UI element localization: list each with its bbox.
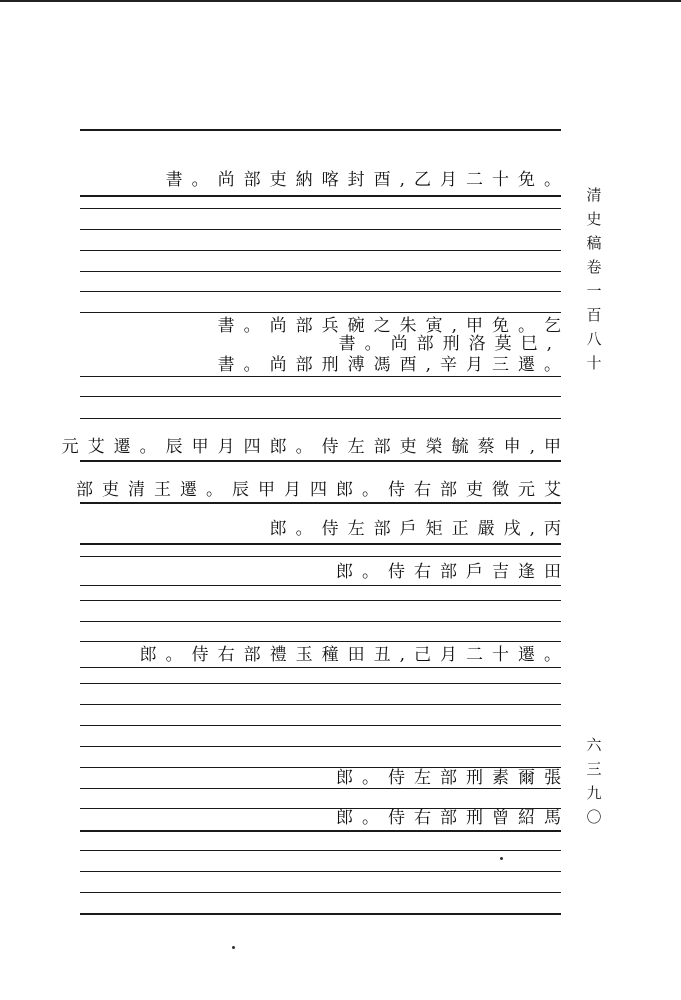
text-char: 三 <box>586 760 602 778</box>
scan-speck <box>232 946 235 949</box>
text-char: 書 <box>217 316 235 336</box>
text-char: 清 <box>128 480 145 500</box>
text-char: 溥 <box>347 355 365 375</box>
text-char: 〇 <box>586 808 602 826</box>
text-char: 吉 <box>492 562 509 582</box>
text-char: 史 <box>586 210 602 228</box>
table-row <box>270 518 561 540</box>
text-char: 。 <box>544 170 561 190</box>
text-char: 吏 <box>466 480 483 500</box>
text-char: 戌 <box>503 519 521 539</box>
text-char: 丑 <box>373 645 391 665</box>
text-char: 遷 <box>180 480 197 500</box>
table-row <box>339 333 552 355</box>
table-rule <box>80 913 561 915</box>
table-rule <box>80 229 561 230</box>
text-char: 部 <box>76 480 93 500</box>
text-char: 一 <box>586 282 602 300</box>
text-char: 碗 <box>347 316 365 336</box>
text-char: 侍 <box>388 768 405 788</box>
table-rule <box>80 556 561 557</box>
text-char: 刑 <box>321 355 339 375</box>
text-char: 喀 <box>321 170 339 190</box>
text-char: 左 <box>347 519 365 539</box>
text-char: 穜 <box>321 645 339 665</box>
text-char: 右 <box>414 562 431 582</box>
table-rule <box>80 641 561 642</box>
text-char: 辰 <box>165 437 183 457</box>
table-rule <box>80 683 561 684</box>
text-char: 月 <box>217 437 235 457</box>
text-char: 。 <box>544 355 561 375</box>
text-char: 尚 <box>217 170 235 190</box>
text-char: , <box>399 170 405 190</box>
table-rule <box>80 291 561 292</box>
text-char: 巳 <box>520 334 538 354</box>
text-char: 百 <box>586 306 602 324</box>
table-rule <box>80 271 561 272</box>
table-rule <box>80 600 561 601</box>
text-char: 二 <box>466 170 483 190</box>
text-char: 戶 <box>466 562 483 582</box>
text-char: , <box>399 645 405 665</box>
text-char: 部 <box>243 170 261 190</box>
table-rule <box>80 250 561 251</box>
text-char: 月 <box>284 480 301 500</box>
table-rule <box>80 746 561 747</box>
text-char: 辰 <box>232 480 249 500</box>
table-rule <box>80 830 561 832</box>
text-char: 封 <box>347 170 365 190</box>
text-char: 寅 <box>425 316 443 336</box>
text-char: 郎 <box>336 480 353 500</box>
text-char: 書 <box>217 355 235 375</box>
text-char: 吏 <box>269 170 287 190</box>
text-char: 元 <box>61 437 79 457</box>
text-char: , <box>546 334 552 354</box>
text-char: 侍 <box>388 480 405 500</box>
text-char: 。 <box>518 316 535 336</box>
scan-speck <box>500 857 503 860</box>
text-char: 十 <box>492 645 509 665</box>
text-char: 乞 <box>544 316 561 336</box>
text-char: 朱 <box>399 316 417 336</box>
table-rule <box>80 892 561 893</box>
text-char: 逢 <box>518 562 535 582</box>
table-rule <box>80 871 561 872</box>
table-rule <box>80 208 561 209</box>
text-char: 六 <box>586 736 602 754</box>
text-char: 莫 <box>494 334 512 354</box>
text-char: 毓 <box>451 437 469 457</box>
text-char: 王 <box>154 480 171 500</box>
text-char: 。 <box>362 808 379 828</box>
text-char: 甲 <box>544 437 561 457</box>
text-char: 禮 <box>269 645 287 665</box>
text-char: 納 <box>295 170 313 190</box>
text-char: 左 <box>414 768 431 788</box>
text-char: 郎 <box>139 645 157 665</box>
text-char: 馬 <box>544 808 561 828</box>
text-char: 郎 <box>336 562 353 582</box>
text-char: 素 <box>492 768 509 788</box>
text-char: 己 <box>414 645 431 665</box>
table-rule <box>80 502 561 504</box>
text-char: 蔡 <box>477 437 495 457</box>
text-char: 丙 <box>544 519 561 539</box>
table-row <box>62 436 561 458</box>
text-char: 吏 <box>399 437 417 457</box>
text-char: 部 <box>243 645 261 665</box>
text-char: 甲 <box>258 480 275 500</box>
volume-title <box>582 183 606 375</box>
text-char: 書 <box>338 334 356 354</box>
text-char: 。 <box>295 437 313 457</box>
text-char: 正 <box>451 519 469 539</box>
text-char: 嚴 <box>477 519 495 539</box>
text-char: 部 <box>440 768 457 788</box>
text-char: 卷 <box>586 258 602 276</box>
text-char: 免 <box>518 170 535 190</box>
text-char: 尚 <box>269 355 287 375</box>
table-rule <box>80 312 561 313</box>
page-top-border <box>0 0 681 2</box>
text-char: 尚 <box>390 334 408 354</box>
text-char: 二 <box>466 645 483 665</box>
text-char: 部 <box>440 562 457 582</box>
text-char: 乙 <box>414 170 431 190</box>
text-char: 左 <box>347 437 365 457</box>
text-char: 艾 <box>544 480 561 500</box>
text-char: 部 <box>440 480 457 500</box>
text-char: 月 <box>440 170 457 190</box>
text-char: 稿 <box>586 234 602 252</box>
text-char: 書 <box>165 170 183 190</box>
text-char: 榮 <box>425 437 443 457</box>
text-char: 。 <box>206 480 223 500</box>
text-char: 戶 <box>399 519 417 539</box>
text-char: 矩 <box>425 519 443 539</box>
text-char: 郎 <box>336 808 353 828</box>
text-char: 甲 <box>466 316 483 336</box>
text-char: 侍 <box>321 437 339 457</box>
text-char: 三 <box>492 355 509 375</box>
table-rule <box>80 850 561 851</box>
text-char: 。 <box>544 645 561 665</box>
table-row <box>76 479 561 501</box>
text-char: 侍 <box>321 519 339 539</box>
text-char: 侍 <box>388 562 405 582</box>
table-rule <box>80 418 561 419</box>
text-char: 。 <box>139 437 157 457</box>
text-char: 曾 <box>492 808 509 828</box>
table-rule <box>80 704 561 705</box>
text-char: 。 <box>295 519 313 539</box>
text-char: 徵 <box>492 480 509 500</box>
text-char: 艾 <box>87 437 105 457</box>
text-char: 。 <box>165 645 183 665</box>
text-char: 田 <box>347 645 365 665</box>
table-rule <box>80 376 561 377</box>
text-char: 紹 <box>518 808 535 828</box>
table-rule <box>80 585 561 586</box>
text-char: 刑 <box>442 334 460 354</box>
text-char: 酉 <box>399 355 417 375</box>
text-char: 遷 <box>518 355 535 375</box>
text-char: 右 <box>217 645 235 665</box>
text-char: 部 <box>440 808 457 828</box>
text-char: 部 <box>295 355 313 375</box>
table-rule <box>80 195 561 197</box>
table-rule <box>80 543 561 545</box>
table-row <box>218 354 561 376</box>
table-rule <box>80 667 561 668</box>
text-char: , <box>425 355 431 375</box>
text-char: 十 <box>492 170 509 190</box>
text-char: 尚 <box>269 316 287 336</box>
text-char: , <box>529 519 535 539</box>
table-row <box>166 169 561 191</box>
text-char: 玉 <box>295 645 313 665</box>
text-char: 部 <box>373 437 391 457</box>
text-char: 刑 <box>466 808 483 828</box>
table-rule <box>80 725 561 726</box>
table-rule <box>80 621 561 622</box>
text-char: 四 <box>243 437 261 457</box>
text-char: 遷 <box>113 437 131 457</box>
text-char: 部 <box>295 316 313 336</box>
text-char: 月 <box>466 355 483 375</box>
text-char: 清 <box>586 186 602 204</box>
text-char: 部 <box>416 334 434 354</box>
table-rule <box>80 460 561 462</box>
text-char: 。 <box>362 480 379 500</box>
text-char: 。 <box>243 316 261 336</box>
text-char: 。 <box>191 170 209 190</box>
text-char: 免 <box>492 316 509 336</box>
text-char: 侍 <box>388 808 405 828</box>
text-char: 八 <box>586 330 602 348</box>
text-char: 。 <box>364 334 382 354</box>
text-char: 田 <box>544 562 561 582</box>
text-char: 九 <box>586 784 602 802</box>
text-char: 刑 <box>466 768 483 788</box>
text-char: 月 <box>440 645 457 665</box>
text-char: 張 <box>544 768 561 788</box>
text-char: 爾 <box>518 768 535 788</box>
text-char: 。 <box>243 355 261 375</box>
text-char: 元 <box>518 480 535 500</box>
table-row <box>336 807 561 829</box>
text-char: , <box>529 437 535 457</box>
text-char: 辛 <box>440 355 457 375</box>
table-rule <box>80 396 561 397</box>
text-char: 。 <box>362 562 379 582</box>
page-number <box>582 733 606 829</box>
text-char: , <box>451 316 457 336</box>
text-char: 申 <box>503 437 521 457</box>
table-row <box>140 644 561 666</box>
text-char: 吏 <box>102 480 119 500</box>
text-char: 兵 <box>321 316 339 336</box>
table-row <box>336 767 561 789</box>
text-char: 郎 <box>336 768 353 788</box>
text-char: 四 <box>310 480 327 500</box>
text-char: 十 <box>586 354 602 372</box>
text-char: 郎 <box>269 519 287 539</box>
text-char: 。 <box>362 768 379 788</box>
text-char: 部 <box>373 519 391 539</box>
text-char: 酉 <box>373 170 391 190</box>
text-char: 遷 <box>518 645 535 665</box>
text-char: 侍 <box>191 645 209 665</box>
text-char: 右 <box>414 480 431 500</box>
text-char: 之 <box>373 316 391 336</box>
text-char: 洛 <box>468 334 486 354</box>
text-char: 馮 <box>373 355 391 375</box>
table-row <box>336 561 561 583</box>
text-char: 郎 <box>269 437 287 457</box>
text-char: 甲 <box>191 437 209 457</box>
text-char: 右 <box>414 808 431 828</box>
table-rule <box>80 129 561 131</box>
